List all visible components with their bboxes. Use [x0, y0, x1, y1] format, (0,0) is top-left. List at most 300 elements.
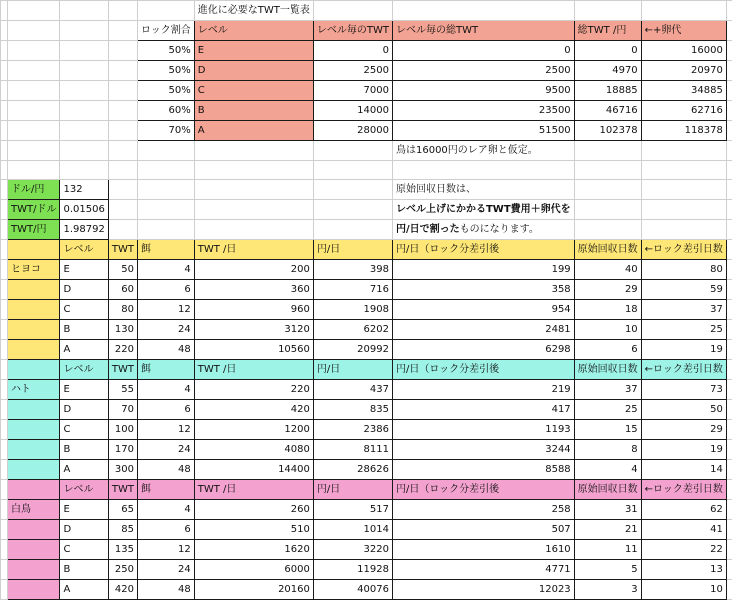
evo-value[interactable]: 0: [392, 41, 574, 61]
grid-cell[interactable]: [313, 200, 392, 220]
evo-value[interactable]: 51500: [392, 121, 574, 141]
grid-cell[interactable]: [60, 61, 108, 81]
roi-level[interactable]: C: [60, 300, 108, 320]
roi-value[interactable]: 6000: [194, 560, 313, 580]
evo-value[interactable]: 7000: [313, 81, 392, 101]
roi-value[interactable]: 70: [108, 400, 137, 420]
roi-header[interactable]: ←ロック差引日数: [641, 360, 726, 380]
evo-value[interactable]: 18885: [574, 81, 641, 101]
roi-header[interactable]: 餌: [137, 360, 194, 380]
bird-name[interactable]: ハト: [8, 380, 60, 400]
roi-value[interactable]: 5: [574, 560, 641, 580]
grid-cell[interactable]: [726, 41, 732, 61]
grid-cell[interactable]: [60, 21, 108, 41]
grid-cell[interactable]: [8, 1, 60, 21]
grid-cell[interactable]: [726, 580, 732, 600]
grid-cell[interactable]: [726, 81, 732, 101]
grid-cell[interactable]: [726, 340, 732, 360]
grid-cell[interactable]: [726, 320, 732, 340]
grid-cell[interactable]: [313, 180, 392, 200]
evo-level[interactable]: D: [194, 61, 313, 81]
roi-value[interactable]: 517: [313, 500, 392, 520]
roi-level[interactable]: D: [60, 400, 108, 420]
grid-cell[interactable]: [574, 200, 641, 220]
roi-value[interactable]: 507: [392, 520, 574, 540]
evo-value[interactable]: 23500: [392, 101, 574, 121]
grid-cell[interactable]: [108, 61, 137, 81]
grid-cell[interactable]: [726, 360, 732, 380]
grid-cell[interactable]: [8, 400, 60, 420]
grid-cell[interactable]: [137, 220, 194, 240]
evo-lock-ratio[interactable]: 50%: [137, 41, 194, 61]
roi-value[interactable]: 1193: [392, 420, 574, 440]
grid-cell[interactable]: [108, 81, 137, 101]
roi-level[interactable]: A: [60, 340, 108, 360]
grid-cell[interactable]: [8, 540, 60, 560]
grid-cell[interactable]: [641, 180, 726, 200]
roi-value[interactable]: 220: [108, 340, 137, 360]
roi-level[interactable]: C: [60, 420, 108, 440]
grid-cell[interactable]: [194, 220, 313, 240]
roi-value[interactable]: 18: [574, 300, 641, 320]
roi-value[interactable]: 2481: [392, 320, 574, 340]
grid-cell[interactable]: [1, 41, 8, 61]
grid-cell[interactable]: [1, 560, 8, 580]
roi-value[interactable]: 199: [392, 260, 574, 280]
roi-header[interactable]: レベル: [60, 360, 108, 380]
grid-cell[interactable]: [108, 200, 137, 220]
explain-line[interactable]: 原始回収日数は、: [392, 180, 574, 200]
roi-header[interactable]: TWT /日: [194, 360, 313, 380]
roi-header[interactable]: 円/日（ロック分差引後: [392, 360, 574, 380]
roi-level[interactable]: A: [60, 460, 108, 480]
roi-value[interactable]: 48: [137, 340, 194, 360]
sheet-title[interactable]: 進化に必要なTWT一覧表: [194, 1, 313, 21]
roi-value[interactable]: 420: [108, 580, 137, 600]
evo-value[interactable]: 34885: [641, 81, 726, 101]
grid-cell[interactable]: [1, 161, 8, 180]
roi-value[interactable]: 12: [137, 540, 194, 560]
roi-value[interactable]: 14: [641, 460, 726, 480]
grid-cell[interactable]: [194, 180, 313, 200]
rate-value[interactable]: 0.01506: [60, 200, 108, 220]
grid-cell[interactable]: [60, 41, 108, 61]
roi-value[interactable]: 15: [574, 420, 641, 440]
grid-cell[interactable]: [8, 320, 60, 340]
roi-value[interactable]: 40: [574, 260, 641, 280]
grid-cell[interactable]: [8, 161, 60, 180]
grid-cell[interactable]: [574, 141, 641, 161]
grid-cell[interactable]: [8, 300, 60, 320]
grid-cell[interactable]: [60, 101, 108, 121]
rate-label[interactable]: ドル/円: [8, 180, 60, 200]
evo-header[interactable]: レベル毎のTWT: [313, 21, 392, 41]
roi-value[interactable]: 1620: [194, 540, 313, 560]
grid-cell[interactable]: [574, 1, 641, 21]
roi-value[interactable]: 48: [137, 580, 194, 600]
grid-cell[interactable]: [641, 220, 726, 240]
roi-value[interactable]: 85: [108, 520, 137, 540]
evo-value[interactable]: 14000: [313, 101, 392, 121]
grid-cell[interactable]: [1, 580, 8, 600]
grid-cell[interactable]: [1, 420, 8, 440]
roi-header[interactable]: TWT: [108, 480, 137, 500]
evo-level[interactable]: E: [194, 41, 313, 61]
grid-cell[interactable]: [8, 141, 60, 161]
roi-header[interactable]: 原始回収日数: [574, 240, 641, 260]
roi-value[interactable]: 6298: [392, 340, 574, 360]
roi-header[interactable]: 円/日: [313, 360, 392, 380]
roi-value[interactable]: 29: [641, 420, 726, 440]
grid-cell[interactable]: [8, 340, 60, 360]
roi-value[interactable]: 130: [108, 320, 137, 340]
evo-lock-ratio[interactable]: 70%: [137, 121, 194, 141]
grid-cell[interactable]: [726, 240, 732, 260]
roi-value[interactable]: 420: [194, 400, 313, 420]
roi-value[interactable]: 50: [641, 400, 726, 420]
grid-cell[interactable]: [108, 41, 137, 61]
grid-cell[interactable]: [8, 440, 60, 460]
roi-level[interactable]: B: [60, 560, 108, 580]
grid-cell[interactable]: [108, 121, 137, 141]
grid-cell[interactable]: [8, 460, 60, 480]
roi-value[interactable]: 22: [641, 540, 726, 560]
roi-value[interactable]: 510: [194, 520, 313, 540]
roi-level[interactable]: E: [60, 500, 108, 520]
grid-cell[interactable]: [60, 161, 108, 180]
roi-level[interactable]: D: [60, 520, 108, 540]
grid-cell[interactable]: [137, 161, 194, 180]
grid-cell[interactable]: [194, 141, 313, 161]
grid-cell[interactable]: [137, 1, 194, 21]
grid-cell[interactable]: [726, 220, 732, 240]
grid-cell[interactable]: [726, 420, 732, 440]
grid-cell[interactable]: [726, 520, 732, 540]
grid-cell[interactable]: [8, 121, 60, 141]
roi-value[interactable]: 19: [641, 440, 726, 460]
roi-value[interactable]: 954: [392, 300, 574, 320]
roi-level[interactable]: E: [60, 260, 108, 280]
evo-header[interactable]: ←+卵代: [641, 21, 726, 41]
evo-value[interactable]: 4970: [574, 61, 641, 81]
roi-value[interactable]: 220: [194, 380, 313, 400]
evo-note[interactable]: 鳥は16000円のレア卵と仮定。: [392, 141, 574, 161]
roi-value[interactable]: 21: [574, 520, 641, 540]
grid-cell[interactable]: [60, 1, 108, 21]
roi-header[interactable]: レベル: [60, 240, 108, 260]
grid-cell[interactable]: [1, 500, 8, 520]
grid-cell[interactable]: [60, 121, 108, 141]
grid-cell[interactable]: [574, 180, 641, 200]
roi-value[interactable]: 10: [574, 320, 641, 340]
grid-cell[interactable]: [1, 340, 8, 360]
grid-cell[interactable]: [1, 440, 8, 460]
roi-value[interactable]: 300: [108, 460, 137, 480]
rate-label[interactable]: TWT/ドル: [8, 200, 60, 220]
evo-value[interactable]: 0: [574, 41, 641, 61]
roi-value[interactable]: 3120: [194, 320, 313, 340]
roi-value[interactable]: 37: [574, 380, 641, 400]
roi-value[interactable]: 12023: [392, 580, 574, 600]
roi-value[interactable]: 716: [313, 280, 392, 300]
grid-cell[interactable]: [137, 141, 194, 161]
roi-value[interactable]: 28626: [313, 460, 392, 480]
grid-cell[interactable]: [726, 21, 732, 41]
grid-cell[interactable]: [726, 440, 732, 460]
roi-header[interactable]: 円/日（ロック分差引後: [392, 240, 574, 260]
grid-cell[interactable]: [313, 161, 392, 180]
grid-cell[interactable]: [8, 560, 60, 580]
grid-cell[interactable]: [726, 180, 732, 200]
grid-cell[interactable]: [60, 81, 108, 101]
grid-cell[interactable]: [1, 1, 8, 21]
grid-cell[interactable]: [726, 300, 732, 320]
roi-value[interactable]: 60: [108, 280, 137, 300]
grid-cell[interactable]: [726, 400, 732, 420]
roi-value[interactable]: 12: [137, 420, 194, 440]
evo-lock-ratio[interactable]: 60%: [137, 101, 194, 121]
roi-level[interactable]: D: [60, 280, 108, 300]
grid-cell[interactable]: [8, 580, 60, 600]
evo-lock-ratio[interactable]: 50%: [137, 61, 194, 81]
roi-value[interactable]: 1610: [392, 540, 574, 560]
grid-cell[interactable]: [108, 180, 137, 200]
grid-cell[interactable]: [1, 61, 8, 81]
grid-cell[interactable]: [313, 220, 392, 240]
grid-cell[interactable]: [1, 200, 8, 220]
grid-cell[interactable]: [1, 460, 8, 480]
roi-value[interactable]: 19: [641, 340, 726, 360]
grid-cell[interactable]: [641, 200, 726, 220]
roi-value[interactable]: 200: [194, 260, 313, 280]
grid-cell[interactable]: [8, 520, 60, 540]
bird-name[interactable]: ヒヨコ: [8, 260, 60, 280]
evo-value[interactable]: 0: [313, 41, 392, 61]
grid-cell[interactable]: [108, 1, 137, 21]
grid-cell[interactable]: [108, 161, 137, 180]
roi-value[interactable]: 20992: [313, 340, 392, 360]
grid-cell[interactable]: [1, 520, 8, 540]
grid-cell[interactable]: [726, 380, 732, 400]
evo-value[interactable]: 2500: [313, 61, 392, 81]
roi-value[interactable]: 50: [108, 260, 137, 280]
grid-cell[interactable]: [1, 260, 8, 280]
roi-value[interactable]: 80: [641, 260, 726, 280]
roi-value[interactable]: 4: [574, 460, 641, 480]
roi-value[interactable]: 31: [574, 500, 641, 520]
grid-cell[interactable]: [726, 161, 732, 180]
grid-cell[interactable]: [8, 101, 60, 121]
grid-cell[interactable]: [137, 200, 194, 220]
evo-value[interactable]: 102378: [574, 121, 641, 141]
grid-cell[interactable]: [1, 141, 8, 161]
grid-cell[interactable]: [1, 400, 8, 420]
roi-value[interactable]: 4771: [392, 560, 574, 580]
roi-level[interactable]: B: [60, 320, 108, 340]
evo-header[interactable]: レベル: [194, 21, 313, 41]
grid-cell[interactable]: [574, 220, 641, 240]
roi-value[interactable]: 100: [108, 420, 137, 440]
grid-cell[interactable]: [1, 480, 8, 500]
roi-header[interactable]: 円/日: [313, 240, 392, 260]
roi-header[interactable]: TWT: [108, 360, 137, 380]
grid-cell[interactable]: [726, 200, 732, 220]
roi-value[interactable]: 24: [137, 320, 194, 340]
grid-cell[interactable]: [641, 161, 726, 180]
roi-value[interactable]: 417: [392, 400, 574, 420]
grid-cell[interactable]: [108, 101, 137, 121]
roi-value[interactable]: 24: [137, 560, 194, 580]
evo-level[interactable]: C: [194, 81, 313, 101]
roi-value[interactable]: 6: [137, 280, 194, 300]
grid-cell[interactable]: [726, 480, 732, 500]
roi-header[interactable]: TWT: [108, 240, 137, 260]
rate-value[interactable]: 132: [60, 180, 108, 200]
roi-value[interactable]: 80: [108, 300, 137, 320]
roi-value[interactable]: 437: [313, 380, 392, 400]
roi-value[interactable]: 250: [108, 560, 137, 580]
explain-line[interactable]: [392, 220, 574, 240]
grid-cell[interactable]: [194, 161, 313, 180]
roi-value[interactable]: 14400: [194, 460, 313, 480]
roi-value[interactable]: 29: [574, 280, 641, 300]
roi-header[interactable]: 円/日: [313, 480, 392, 500]
grid-cell[interactable]: [1, 220, 8, 240]
evo-lock-ratio[interactable]: 50%: [137, 81, 194, 101]
roi-value[interactable]: 4080: [194, 440, 313, 460]
roi-value[interactable]: 835: [313, 400, 392, 420]
roi-value[interactable]: 1908: [313, 300, 392, 320]
grid-cell[interactable]: [1, 360, 8, 380]
roi-value[interactable]: 13: [641, 560, 726, 580]
grid-cell[interactable]: [137, 180, 194, 200]
roi-value[interactable]: 37: [641, 300, 726, 320]
grid-cell[interactable]: [8, 240, 60, 260]
evo-header[interactable]: レベル毎の総TWT: [392, 21, 574, 41]
bird-name[interactable]: 白鳥: [8, 500, 60, 520]
roi-value[interactable]: 398: [313, 260, 392, 280]
roi-value[interactable]: 59: [641, 280, 726, 300]
evo-value[interactable]: 9500: [392, 81, 574, 101]
roi-value[interactable]: 8: [574, 440, 641, 460]
grid-cell[interactable]: [1, 81, 8, 101]
evo-value[interactable]: 46716: [574, 101, 641, 121]
grid-cell[interactable]: [313, 141, 392, 161]
grid-cell[interactable]: [1, 180, 8, 200]
roi-value[interactable]: 62: [641, 500, 726, 520]
roi-value[interactable]: 8111: [313, 440, 392, 460]
roi-level[interactable]: C: [60, 540, 108, 560]
roi-header[interactable]: 円/日（ロック分差引後: [392, 480, 574, 500]
roi-value[interactable]: 20160: [194, 580, 313, 600]
grid-cell[interactable]: [8, 21, 60, 41]
evo-header-lock[interactable]: ロック割合: [137, 21, 194, 41]
roi-value[interactable]: 11928: [313, 560, 392, 580]
grid-cell[interactable]: [60, 141, 108, 161]
grid-cell[interactable]: [1, 300, 8, 320]
grid-cell[interactable]: [1, 280, 8, 300]
grid-cell[interactable]: [1, 540, 8, 560]
roi-value[interactable]: 6: [574, 340, 641, 360]
grid-cell[interactable]: [726, 141, 732, 161]
grid-cell[interactable]: [1, 21, 8, 41]
roi-value[interactable]: 170: [108, 440, 137, 460]
roi-header[interactable]: TWT /日: [194, 240, 313, 260]
roi-header[interactable]: レベル: [60, 480, 108, 500]
roi-header[interactable]: ←ロック差引日数: [641, 480, 726, 500]
grid-cell[interactable]: [108, 21, 137, 41]
roi-value[interactable]: 41: [641, 520, 726, 540]
evo-header[interactable]: 総TWT /円: [574, 21, 641, 41]
grid-cell[interactable]: [726, 540, 732, 560]
grid-cell[interactable]: [392, 1, 574, 21]
grid-cell[interactable]: [8, 41, 60, 61]
grid-cell[interactable]: [1, 320, 8, 340]
evo-value[interactable]: 20970: [641, 61, 726, 81]
grid-cell[interactable]: [1, 240, 8, 260]
roi-value[interactable]: 10: [641, 580, 726, 600]
grid-cell[interactable]: [1, 380, 8, 400]
roi-value[interactable]: 11: [574, 540, 641, 560]
roi-value[interactable]: 24: [137, 440, 194, 460]
grid-cell[interactable]: [108, 141, 137, 161]
roi-value[interactable]: 1200: [194, 420, 313, 440]
roi-value[interactable]: 3220: [313, 540, 392, 560]
grid-cell[interactable]: [726, 260, 732, 280]
roi-value[interactable]: 219: [392, 380, 574, 400]
grid-cell[interactable]: [641, 1, 726, 21]
grid-cell[interactable]: [313, 1, 392, 21]
roi-value[interactable]: 360: [194, 280, 313, 300]
roi-value[interactable]: 65: [108, 500, 137, 520]
roi-value[interactable]: 73: [641, 380, 726, 400]
grid-cell[interactable]: [8, 81, 60, 101]
roi-value[interactable]: 6202: [313, 320, 392, 340]
grid-cell[interactable]: [194, 200, 313, 220]
explain-line[interactable]: レベル上げにかかるTWT費用＋卵代を: [392, 200, 574, 220]
evo-value[interactable]: 2500: [392, 61, 574, 81]
roi-value[interactable]: 960: [194, 300, 313, 320]
grid-cell[interactable]: [8, 280, 60, 300]
grid-cell[interactable]: [726, 101, 732, 121]
roi-value[interactable]: 25: [641, 320, 726, 340]
roi-value[interactable]: 4: [137, 380, 194, 400]
grid-cell[interactable]: [8, 360, 60, 380]
roi-value[interactable]: 10560: [194, 340, 313, 360]
evo-level[interactable]: B: [194, 101, 313, 121]
roi-value[interactable]: 3244: [392, 440, 574, 460]
roi-value[interactable]: 260: [194, 500, 313, 520]
roi-value[interactable]: 2386: [313, 420, 392, 440]
grid-cell[interactable]: [726, 61, 732, 81]
roi-level[interactable]: B: [60, 440, 108, 460]
roi-header[interactable]: 原始回収日数: [574, 360, 641, 380]
grid-cell[interactable]: [8, 61, 60, 81]
grid-cell[interactable]: [1, 121, 8, 141]
evo-value[interactable]: 62716: [641, 101, 726, 121]
roi-value[interactable]: 25: [574, 400, 641, 420]
roi-header[interactable]: ←ロック差引日数: [641, 240, 726, 260]
grid-cell[interactable]: [726, 460, 732, 480]
grid-cell[interactable]: [726, 121, 732, 141]
grid-cell[interactable]: [108, 220, 137, 240]
roi-value[interactable]: 55: [108, 380, 137, 400]
roi-value[interactable]: 8588: [392, 460, 574, 480]
roi-level[interactable]: E: [60, 380, 108, 400]
evo-value[interactable]: 16000: [641, 41, 726, 61]
rate-value[interactable]: 1.98792: [60, 220, 108, 240]
grid-cell[interactable]: [641, 141, 726, 161]
